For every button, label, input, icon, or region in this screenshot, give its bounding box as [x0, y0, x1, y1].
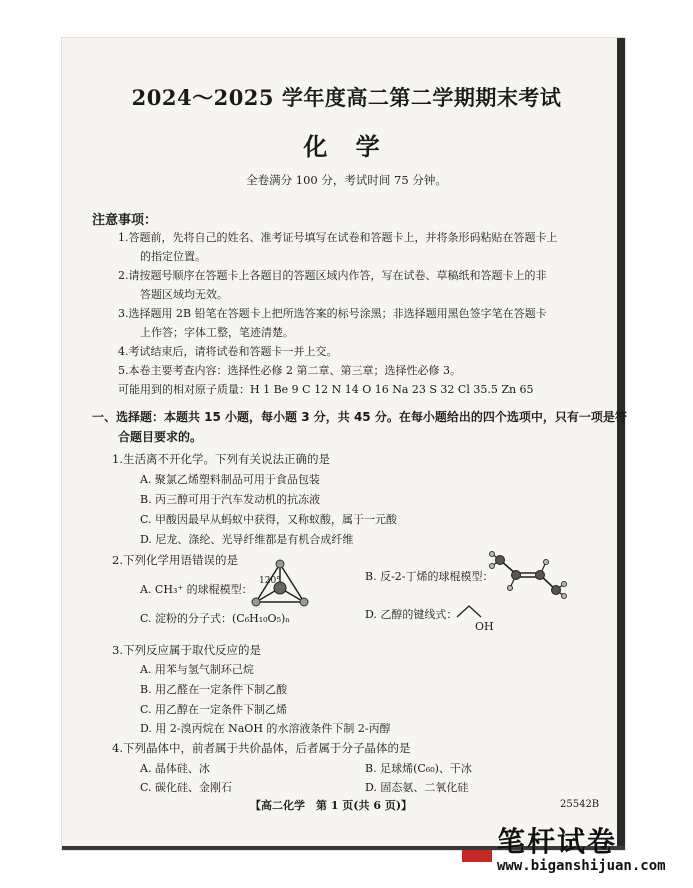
q3-option-d: D. 用 2-溴丙烷在 NaOH 的水溶液条件下制 2-丙醇: [140, 722, 391, 735]
page-footer: 【高二化学 第 1 页(共 6 页)】: [250, 799, 413, 812]
q1-option-d: D. 尼龙、涤纶、光导纤维都是有机合成纤维: [140, 533, 354, 546]
section-heading: 一、选择题：本题共 15 小题，每小题 3 分，共 45 分。在每小题给出的四个选项中，只有一项是符: [92, 410, 627, 424]
ethanol-skeletal-formula: [455, 603, 485, 619]
q1-option-b: B. 丙三醇可用于汽车发动机的抗冻液: [140, 493, 321, 506]
subject-title: 化 学: [303, 132, 390, 161]
question-1-stem: 1.生活离不开化学。下列有关说法正确的是: [112, 452, 330, 466]
notice-line: 3.选择题用 2B 铅笔在答题卡上把所选答案的标号涂黑；非选择题用黑色签字笔在答题卡: [118, 307, 547, 320]
section-heading-cont: 合题目要求的。: [118, 430, 203, 444]
notice-line: 答题区域均无效。: [140, 288, 228, 301]
q2-option-a: A. CH₃⁺ 的球棍模型：: [140, 583, 253, 596]
q1-option-a: A. 聚氯乙烯塑料制品可用于食品包装: [140, 473, 320, 486]
bond-angle-label: 120°: [259, 576, 281, 586]
q3-option-c: C. 用乙醇在一定条件下制乙烯: [140, 703, 288, 716]
q2-option-b: B. 反-2-丁烯的球棍模型：: [365, 570, 494, 583]
notice-line: 的指定位置。: [140, 250, 206, 263]
question-2-stem: 2.下列化学用语错误的是: [112, 553, 238, 567]
watermark-name: 笔杆试卷: [497, 825, 618, 858]
exam-title: 2024～2025 学年度高二第二学期期末考试: [131, 85, 562, 110]
full-mark-note: 全卷满分 100 分，考试时间 75 分钟。: [246, 173, 447, 187]
q4-option-d: D. 固态氨、二氧化硅: [365, 781, 469, 794]
notice-heading: 注意事项：: [92, 213, 158, 228]
question-4-stem: 4.下列晶体中，前者属于共价晶体，后者属于分子晶体的是: [112, 741, 411, 755]
q2-option-c: C. 淀粉的分子式：(C₆H₁₀O₅)ₙ: [140, 612, 291, 625]
q4-option-b: B. 足球烯(C₆₀)、干冰: [365, 762, 472, 775]
q4-option-a: A. 晶体硅、冰: [140, 762, 210, 775]
trans-2-butene-model: [488, 550, 568, 600]
q3-option-b: B. 用乙醛在一定条件下制乙酸: [140, 683, 288, 696]
q2-option-d: D. 乙醇的键线式：: [365, 608, 458, 621]
ethanol-oh-label: OH: [475, 620, 494, 633]
paper-code: 25542B: [560, 799, 600, 810]
q4-option-c: C. 碳化硅、金刚石: [140, 781, 233, 794]
q3-option-a: A. 用苯与氢气制环己烷: [140, 663, 254, 676]
notice-line: 4.考试结束后，请将试卷和答题卡一并上交。: [118, 345, 338, 358]
notice-line: 上作答；字体工整，笔迹清楚。: [140, 326, 294, 339]
watermark-seal: [462, 850, 492, 862]
watermark-url[interactable]: www.biganshijuan.com: [497, 858, 666, 874]
notice-line: 1.答题前，先将自己的姓名、准考证号填写在试卷和答题卡上，并将条形码粘贴在答题卡上: [118, 231, 558, 244]
notice-line: 2.请按题号顺序在答题卡上各题目的答题区域内作答，写在试卷、草稿纸和答题卡上的非: [118, 269, 547, 282]
notice-line: 5.本卷主要考查内容：选择性必修 2 第二章、第三章；选择性必修 3。: [118, 364, 461, 377]
q1-option-c: C. 甲酸因最早从蚂蚁中获得，又称蚁酸，属于一元酸: [140, 513, 398, 526]
question-3-stem: 3.下列反应属于取代反应的是: [112, 643, 261, 657]
atomic-mass-line: 可能用到的相对原子质量：H 1 Be 9 C 12 N 14 O 16 Na 23 S 32 Cl 35.5 Zn 65: [118, 383, 534, 396]
